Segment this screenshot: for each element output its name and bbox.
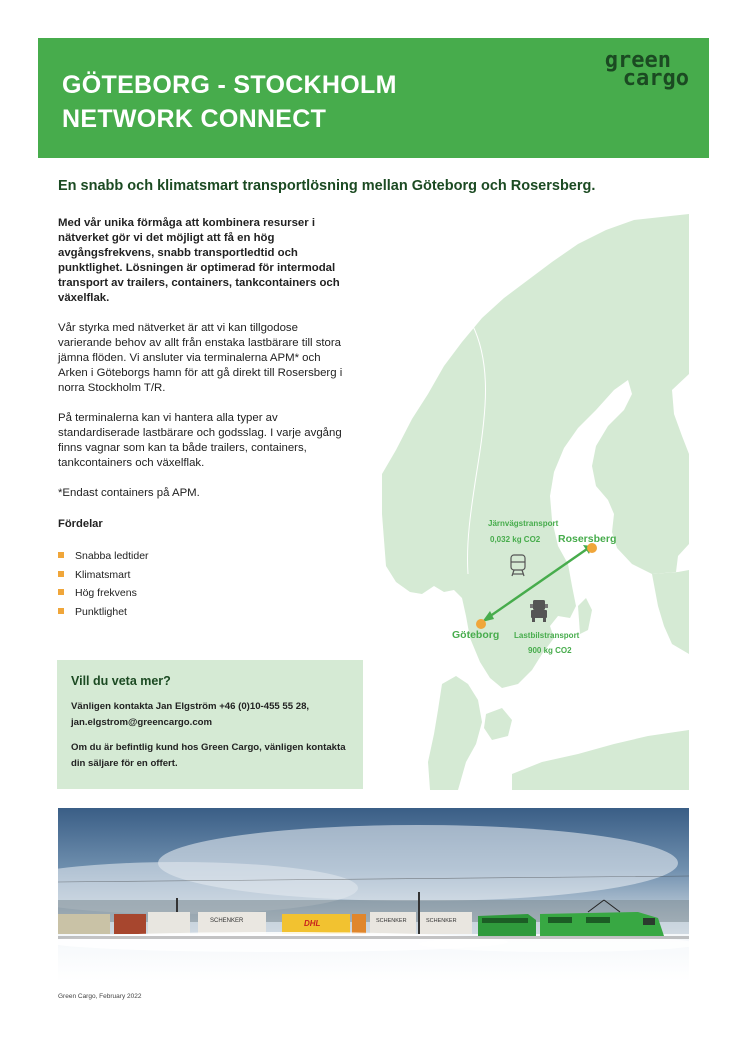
land-denmark <box>428 676 482 790</box>
contact-box <box>57 660 363 789</box>
land-finland <box>652 570 689 654</box>
container-label-4: SCHENKER <box>426 918 457 924</box>
train-photo <box>58 808 689 982</box>
advantage-label: Punktlighet <box>75 605 127 618</box>
advantages-title: Fördelar <box>58 518 103 530</box>
bullet-square-icon <box>58 552 64 558</box>
container-label-2: DHL <box>304 919 321 928</box>
logo-line-1: green <box>604 48 671 73</box>
advantage-label: Snabba ledtider <box>75 550 149 562</box>
header-banner <box>38 38 709 158</box>
city-label-rosersberg: Rosersberg <box>558 533 617 545</box>
contact-title: Vill du veta mer? <box>71 674 171 688</box>
truck-co2: 900 kg CO2 <box>528 646 572 655</box>
route-map <box>382 214 689 790</box>
container-label-3: SCHENKER <box>376 918 407 924</box>
title-line-1: GÖTEBORG - STOCKHOLM <box>62 71 397 99</box>
land-gotland <box>578 598 592 634</box>
advantage-item <box>58 547 348 566</box>
intro-paragraph: Med vår unika förmåga att kombinera resurser i nätverket gör vi det möjligt att få en hög avgångsfrekvens, snabb transportledtid och punktlighet. Lösningen är optimerad för intermodal transport av trailers, containers, tankcontainers och växelflak. <box>58 217 340 304</box>
advantages-list <box>58 547 348 621</box>
contact-existing-customer: Om du är befintlig kund hos Green Cargo, vänligen kontakta din säljare för en offert. <box>71 742 346 769</box>
body-paragraph-2: Vår styrka med nätverket är att vi kan tillgodose varierande behov av allt från enstaka lastbärare till stora jämna flöden. Vi ansluter via terminalerna APM* och Arken i Göteborgs hamn för att gå direkt till Rosersberg i norra Stockholm T/R. <box>58 322 343 394</box>
advantage-item <box>58 603 348 622</box>
freight-train-in-snow-image <box>58 808 689 982</box>
bullet-square-icon <box>58 608 64 614</box>
scandinavia-map <box>382 214 689 790</box>
logo-line-2: cargo <box>622 66 689 91</box>
truck-label: Lastbilstransport <box>514 631 580 640</box>
footer-text: Green Cargo, February 2022 <box>58 993 142 1000</box>
advantage-item <box>58 566 348 585</box>
container-label-1: SCHENKER <box>210 918 244 924</box>
bullet-square-icon <box>58 571 64 577</box>
body-column <box>58 216 348 621</box>
land-zealand <box>484 708 512 740</box>
land-baltic-coast <box>512 730 689 790</box>
bullet-square-icon <box>58 589 64 595</box>
lead-text: En snabb och klimatsmart transportlösning mellan Göteborg och Rosersberg. <box>58 178 596 194</box>
city-marker-goteborg <box>476 619 486 629</box>
body-paragraph-3: På terminalerna kan vi hantera alla typer av standardiserade lastbärare och godsslag. I varje avgång finns vagnar som kan ta både trailers, containers, tankcontainers och växelflak. <box>58 412 342 469</box>
title-line-2: NETWORK CONNECT <box>62 105 327 133</box>
advantage-item <box>58 584 348 603</box>
advantage-label: Hög frekvens <box>75 587 137 599</box>
advantage-label: Klimatsmart <box>75 568 131 581</box>
green-cargo-logo <box>604 48 689 91</box>
rail-co2: 0,032 kg CO2 <box>490 535 541 544</box>
rail-label: Järnvägstransport <box>488 519 559 528</box>
footnote: *Endast containers på APM. <box>58 487 200 499</box>
page-title <box>62 68 397 136</box>
contact-details: Vänligen kontakta Jan Elgström +46 (0)10-455 55 28, jan.elgstrom@greencargo.com <box>71 701 310 728</box>
city-label-goteborg: Göteborg <box>452 629 500 641</box>
